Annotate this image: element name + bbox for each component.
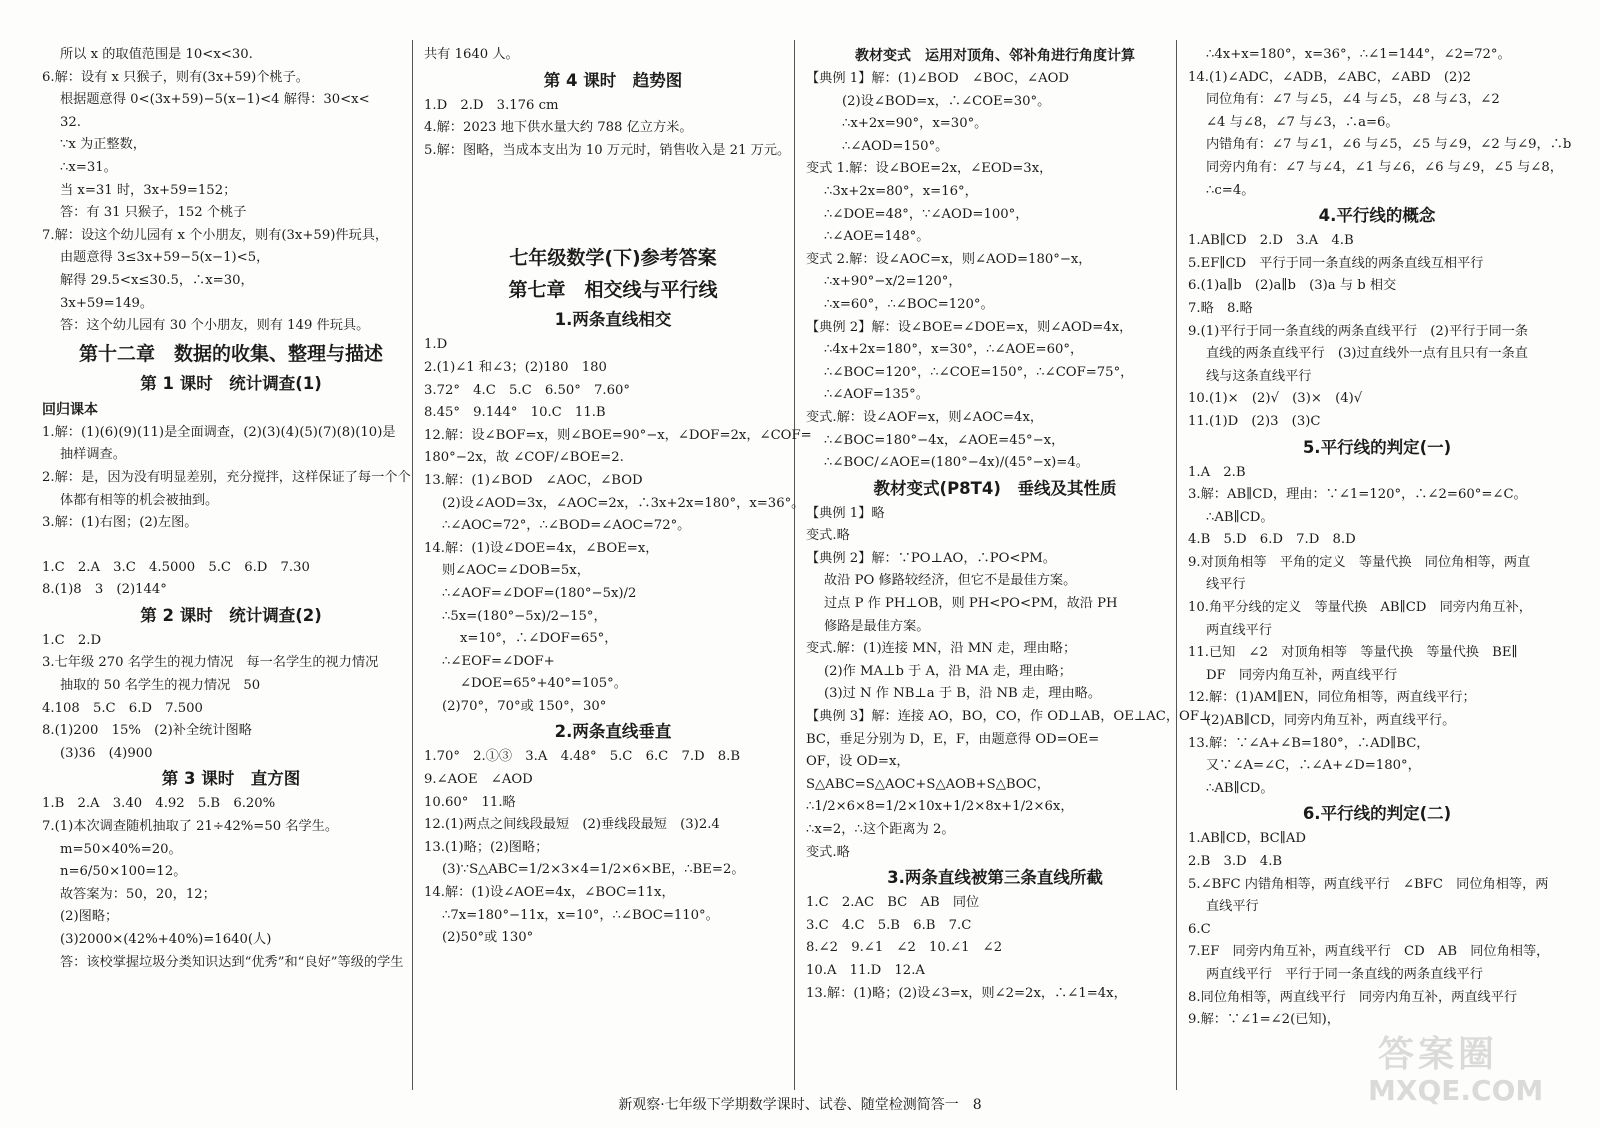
answer-line: ∴∠AOF=∠DOF=(180°−5x)/2 <box>442 585 637 601</box>
answer-line: 9.对顶角相等 平角的定义 等量代换 同位角相等，两直 <box>1188 554 1531 570</box>
answer-line: 变式.解：(1)连接 MN，沿 MN 走，理由略； <box>806 641 1077 657</box>
watermark-word: 答案圈 <box>1378 1034 1499 1075</box>
answer-line: (2)设∠AOD=3x，∠AOC=2x，∴3x+2x=180°，x=36°。 <box>442 495 805 511</box>
section-heading: 5.平行线的判定(一) <box>1302 437 1452 457</box>
answer-line: OF，设 OD=x， <box>806 754 910 770</box>
section-heading: 第 2 课时 统计调查(2) <box>140 605 322 625</box>
answer-line: ∴AB∥CD。 <box>1206 509 1274 525</box>
answer-column-4 <box>1188 44 1572 1032</box>
answer-line: 1.D <box>424 337 448 353</box>
watermark-url: MXQE.COM <box>1368 1074 1544 1107</box>
answer-column-2 <box>424 44 812 950</box>
answer-line: (3)∵S△ABC=1/2×3×4=1/2×6×BE，∴BE=2。 <box>442 862 745 878</box>
answer-line: ∴x+2x=90°，x=30°。 <box>842 116 988 132</box>
answer-line: 1.AB∥CD，BC∥AD <box>1188 831 1306 847</box>
spacer <box>424 162 802 202</box>
answer-line: 答：这个幼儿园有 30 个小朋友，则有 149 件玩具。 <box>60 318 370 334</box>
answer-line: (2)设∠BOD=x，∴∠COE=30°。 <box>842 93 1051 109</box>
answer-line: 7.解：设这个幼儿园有 x 个小朋友，则有(3x+59)件玩具， <box>42 227 389 243</box>
answer-line: 1.70° 2.①③ 3.A 4.48° 5.C 6.C 7.D 8.B <box>424 749 741 765</box>
answer-line: 变式 1.解：设∠BOE=2x，∠EOD=3x， <box>806 161 1053 177</box>
answer-line: 同旁内角有：∠7 与∠4，∠1 与∠6，∠6 与∠9，∠5 与∠8， <box>1206 159 1563 175</box>
answer-line: 8.同位角相等，两直线平行 同旁内角互补，两直线平行 <box>1188 989 1518 1005</box>
chapter-heading: 第十二章 数据的收集、整理与描述 <box>78 342 383 365</box>
answer-line: 4.108 5.C 6.D 7.500 <box>42 700 203 716</box>
answer-line: ∴x=2，∴这个距离为 2。 <box>806 822 955 837</box>
answer-line: ∴∠BOC=180°−4x，∠AOE=45°−x， <box>824 432 1065 448</box>
answer-line: 10.(1)× (2)√ (3)× (4)√ <box>1188 391 1363 407</box>
answer-line: 1.D 2.D 3.176 cm <box>424 97 559 113</box>
answer-line: DF 同旁内角互补，两直线平行 <box>1206 667 1398 683</box>
answer-line: 13.解：∵∠A+∠B=180°，∴AD∥BC， <box>1188 735 1430 751</box>
answer-line: 内错角有：∠7 与∠1，∠6 与∠5，∠5 与∠9，∠2 与∠9，∴b <box>1206 137 1572 153</box>
answer-line: (3)36 (4)900 <box>60 745 153 761</box>
answer-line: 两直线平行 平行于同一条直线的两条直线平行 <box>1206 966 1483 982</box>
answer-line: 所以 x 的取值范围是 10<x<30. <box>60 47 253 62</box>
answer-line: 9.(1)平行于同一条直线的两条直线平行 (2)平行于同一条 <box>1188 323 1529 339</box>
answer-line: 1.A 2.B <box>1188 464 1246 480</box>
answer-line: 11.已知 ∠2 对顶角相等 等量代换 等量代换 BE∥ <box>1188 645 1518 661</box>
answer-line: 14.(1)∠ADC，∠ADB，∠ABC，∠ABD (2)2 <box>1188 69 1471 85</box>
answer-line: 又∵∠A=∠C，∴∠A+∠D=180°， <box>1206 758 1421 774</box>
answer-line: ∴3x+2x=80°，x=16°， <box>824 183 978 199</box>
answer-line: 9.解：∵∠1=∠2(已知)， <box>1188 1012 1340 1028</box>
answer-line: 过点 P 作 PH⊥OB，则 PH<PO<PM，故沿 PH <box>824 596 1118 612</box>
answer-line: (3)2000×(42%+40%)=1640(人) <box>60 932 272 947</box>
section-heading: 2.两条直线垂直 <box>554 722 672 742</box>
answer-line: 7.(1)本次调查随机抽取了 21÷42%=50 名学生。 <box>42 819 339 835</box>
answer-line: 根据题意得 0<(3x+59)−5(x−1)<4 解得：30<x< <box>60 92 370 108</box>
answer-line: 直线平行 <box>1206 899 1259 915</box>
answer-line: (3)过 N 作 NB⊥a 于 B，沿 NB 走，理由略。 <box>824 686 1102 702</box>
answer-line: 14.解：(1)设∠AOE=4x，∠BOC=11x， <box>424 885 675 901</box>
answer-line: 3.C 4.C 5.B 6.B 7.C <box>806 917 972 933</box>
answer-line: 6.C <box>1188 921 1211 937</box>
answer-column-1 <box>42 44 420 974</box>
answer-line: 故沿 PO 修路较经济，但它不是最佳方案。 <box>824 573 1077 589</box>
answer-line: 变式.略 <box>806 844 850 860</box>
answer-line: 体都有相等的机会被抽到。 <box>60 492 219 508</box>
answer-line: ∴∠EOF=∠DOF+ <box>442 653 555 669</box>
answer-line: 修路是最佳方案。 <box>824 618 930 634</box>
answer-line: (2)70°，70°或 150°，30° <box>442 698 607 714</box>
answer-line: 4.B 5.D 6.D 7.D 8.D <box>1188 532 1356 548</box>
answer-line: ∴∠AOF=135°。 <box>824 387 929 403</box>
answer-line: ∴7x=180°−11x，x=10°，∴∠BOC=110°。 <box>442 907 719 923</box>
answer-line: 8.45° 9.144° 10.C 11.B <box>424 405 606 421</box>
answer-line: 【典例 3】解：连接 AO，BO，CO，作 OD⊥AB，OE⊥AC，OF⊥ <box>806 709 1212 725</box>
section-heading: 6.平行线的判定(二) <box>1302 804 1452 824</box>
answer-line: (2)图略； <box>60 909 119 925</box>
answer-line: ∴5x=(180°−5x)/2−15°， <box>442 608 607 624</box>
answer-line: 两直线平行 <box>1206 622 1272 638</box>
answer-line: 1.C 2.A 3.C 4.5000 5.C 6.D 7.30 <box>42 559 310 575</box>
answer-line: 5.解：图略，当成本支出为 10 万元时，销售收入是 21 万元。 <box>424 142 791 158</box>
answer-line: ∴x+90°−x/2=120°， <box>824 274 962 290</box>
answer-line: 12.解：设∠BOF=x，则∠BOE=90°−x，∠DOF=2x，∠COF= <box>424 427 812 443</box>
section-heading: 教材变式(P8T4) 垂线及其性质 <box>873 478 1117 498</box>
subsection-heading: 教材变式 运用对顶角、邻补角进行角度计算 <box>855 48 1135 64</box>
answer-line: 14.解：(1)设∠DOE=4x，∠BOE=x， <box>424 540 659 556</box>
answer-line: 直线的两条直线平行 (3)过直线外一点有且只有一条直 <box>1206 346 1528 362</box>
answer-line: n=6/50×100=12。 <box>60 864 187 880</box>
answer-line: 6.(1)a∥b (2)a∥b (3)a 与 b 相交 <box>1188 278 1397 294</box>
answer-line: 32. <box>60 114 81 130</box>
answer-line: 6.解：设有 x 只猴子，则有(3x+59)个桃子。 <box>42 69 309 85</box>
chapter-heading: 第七章 相交线与平行线 <box>508 279 718 302</box>
answer-line: ∠4 与∠8，∠7 与∠3，∴a=6。 <box>1206 114 1399 130</box>
answer-line: ∴∠BOC/∠AOE=(180°−4x)/(45°−x)=4。 <box>824 455 1089 471</box>
answer-line: 故答案为：50，20，12； <box>60 886 216 902</box>
answer-line: ∴c=4。 <box>1206 182 1255 198</box>
answer-line: 抽样调查。 <box>60 447 126 463</box>
answer-line: BC，垂足分别为 D，E，F，由题意得 OD=OE= <box>806 731 1100 747</box>
answer-line: 1.C 2.AC BC AB 同位 <box>806 895 980 911</box>
answer-line: 10.A 11.D 12.A <box>806 962 925 978</box>
answer-line: S△ABC=S△AOC+S△AOB+S△BOC， <box>806 776 1050 792</box>
answer-line: 4.解：2023 地下供水量大约 788 亿立方米。 <box>424 120 693 136</box>
answer-line: 10.60° 11.略 <box>424 794 516 810</box>
section-heading: 第 3 课时 直方图 <box>161 769 301 789</box>
answer-line: ∴1/2×6×8=1/2×10x+1/2×8x+1/2×6x， <box>806 799 1074 815</box>
answer-line: ∴4x+x=180°，x=36°，∴∠1=144°，∠2=72°。 <box>1206 47 1511 62</box>
answer-line: 当 x=31 时，3x+59=152； <box>60 182 237 198</box>
answer-line: 13.解：(1)∠BOD ∠AOC，∠BOD <box>424 472 643 488</box>
answer-line: 共有 1640 人。 <box>424 47 519 62</box>
answer-line: 1.B 2.A 3.40 4.92 5.B 6.20% <box>42 796 276 812</box>
answer-line: 5.EF∥CD 平行于同一条直线的两条直线互相平行 <box>1188 255 1484 271</box>
answer-line: x=10°，∴∠DOF=65°， <box>460 631 618 647</box>
answer-line: 线平行 <box>1206 577 1246 593</box>
answer-line: 12.(1)两点之间线段最短 (2)垂线段最短 (3)2.4 <box>424 817 720 833</box>
answer-line: 8.(1)8 3 (2)144° <box>42 582 167 598</box>
answer-line: ∴x=31。 <box>60 159 117 175</box>
answer-line: 7.略 8.略 <box>1188 300 1253 316</box>
answer-line: 答：该校掌握垃圾分类知识达到“优秀”和“良好”等级的学生 <box>60 954 404 970</box>
subsection-heading: 回归课本 <box>42 401 98 418</box>
answer-line: (2)50°或 130° <box>442 930 534 946</box>
answer-line: ∴∠AOE=148°。 <box>824 229 930 245</box>
answer-line: ∴∠DOE=48°，∵∠AOD=100°， <box>824 206 1029 222</box>
answer-line: ∵x 为正整数， <box>60 137 146 153</box>
answer-line: 12.解：(1)AM∥EN，同位角相等，两直线平行； <box>1188 690 1476 706</box>
answer-line: 9.∠AOE ∠AOD <box>424 772 533 788</box>
answer-line: 3.解：AB∥CD，理由：∵∠1=120°，∴∠2=60°=∠C。 <box>1188 487 1527 503</box>
chapter-heading: 七年级数学(下)参考答案 <box>509 247 717 270</box>
answer-line: 3.72° 4.C 5.C 6.50° 7.60° <box>424 382 630 398</box>
answer-line: 【典例 1】略 <box>806 505 885 521</box>
answer-line: ∴x=60°，∴∠BOC=120°。 <box>824 296 994 312</box>
answer-line: ∴∠AOC=72°，∴∠BOD=∠AOC=72°。 <box>442 518 691 534</box>
answer-line: 抽取的 50 名学生的视力情况 50 <box>60 678 261 694</box>
answer-line: 3x+59=149。 <box>60 295 154 311</box>
answer-line: 1.AB∥CD 2.D 3.A 4.B <box>1188 233 1354 249</box>
spacer <box>424 202 802 242</box>
answer-line: 变式 2.解：设∠AOC=x，则∠AOD=180°−x， <box>806 251 1092 267</box>
answer-line: 【典例 2】解：∵PO⊥AO，∴PO<PM。 <box>806 550 1056 566</box>
answer-line: 同位角有：∠7 与∠5，∠4 与∠5，∠8 与∠3，∠2 <box>1206 92 1500 108</box>
answer-line: 2.(1)∠1 和∠3；(2)180 180 <box>424 359 607 375</box>
answer-line: 【典例 2】解：设∠BOE=∠DOE=x，则∠AOD=4x， <box>806 319 1133 335</box>
answer-line: 11.(1)D (2)3 (3)C <box>1188 413 1321 429</box>
section-heading: 第 4 课时 趋势图 <box>543 70 683 90</box>
answer-line: 13.(1)略；(2)图略； <box>424 839 549 855</box>
section-heading: 3.两条直线被第三条直线所截 <box>887 868 1103 888</box>
answer-line: 变式.略 <box>806 528 850 544</box>
answer-line: 10.角平分线的定义 等量代换 AB∥CD 同旁内角互补， <box>1188 600 1532 616</box>
answer-line: 7.EF 同旁内角互补，两直线平行 CD AB 同位角相等， <box>1188 944 1550 960</box>
answer-line: 线与这条直线平行 <box>1206 368 1312 384</box>
answer-line: 1.C 2.D <box>42 632 102 648</box>
answer-line: 由题意得 3≤3x+59−5(x−1)<5， <box>60 250 270 266</box>
answer-line: 13.解：(1)略；(2)设∠3=x，则∠2=2x，∴∠1=4x， <box>806 985 1127 1001</box>
answer-line: 2.解：是，因为没有明显差别，充分搅拌，这样保证了每一个个 <box>42 469 411 485</box>
answer-line: 则∠AOC=∠DOB=5x， <box>442 563 590 579</box>
answer-line: 8.(1)200 15% (2)补全统计图略 <box>42 723 252 739</box>
spacer <box>42 535 420 557</box>
page-footer: 新观察·七年级下学期数学课时、试卷、随堂检测简答一 8 <box>618 1097 982 1113</box>
watermark-logo <box>1368 1026 1578 1118</box>
answer-line: 3.七年级 270 名学生的视力情况 每一名学生的视力情况 <box>42 655 379 671</box>
answer-line: 3.解：(1)右图；(2)左图。 <box>42 515 198 531</box>
answer-line: ∴∠AOD=150°。 <box>842 138 949 154</box>
answer-line: ∴∠BOC=120°，∴∠COE=150°，∴∠COF=75°， <box>824 364 1134 380</box>
answer-line: 5.∠BFC 内错角相等，两直线平行 ∠BFC 同位角相等，两 <box>1188 876 1549 892</box>
answer-line: ∴4x+2x=180°，x=30°，∴∠AOE=60°， <box>824 342 1084 358</box>
answer-line: 【典例 1】解：(1)∠BOD ∠BOC，∠AOD <box>806 71 1069 86</box>
answer-line: (2)AB∥CD，同旁内角互补，两直线平行。 <box>1206 713 1456 729</box>
section-heading: 4.平行线的概念 <box>1318 206 1436 226</box>
section-heading: 1.两条直线相交 <box>554 310 672 330</box>
answer-line: (2)作 MA⊥b 于 A，沿 MA 走，理由略； <box>824 663 1072 679</box>
answer-line: 解得 29.5<x≤30.5，∴x=30， <box>60 272 254 288</box>
answer-line: 2.B 3.D 4.B <box>1188 854 1283 869</box>
answer-line: 变式.解：设∠AOF=x，则∠AOC=4x， <box>806 409 1044 425</box>
answer-line: m=50×40%=20。 <box>60 841 182 857</box>
answer-line: 180°−2x，故 ∠COF/∠BOE=2. <box>424 450 624 466</box>
answer-line: ∠DOE=65°+40°=105°。 <box>460 676 627 692</box>
answer-line: 8.∠2 9.∠1 ∠2 10.∠1 ∠2 <box>806 940 1003 956</box>
answer-line: 1.解：(1)(6)(9)(11)是全面调查，(2)(3)(4)(5)(7)(8)(10)是 <box>42 424 396 440</box>
answer-line: ∴AB∥CD。 <box>1206 780 1274 796</box>
section-heading: 第 1 课时 统计调查(1) <box>140 373 322 393</box>
answer-line: 答：有 31 只猴子，152 个桃子 <box>60 205 247 221</box>
